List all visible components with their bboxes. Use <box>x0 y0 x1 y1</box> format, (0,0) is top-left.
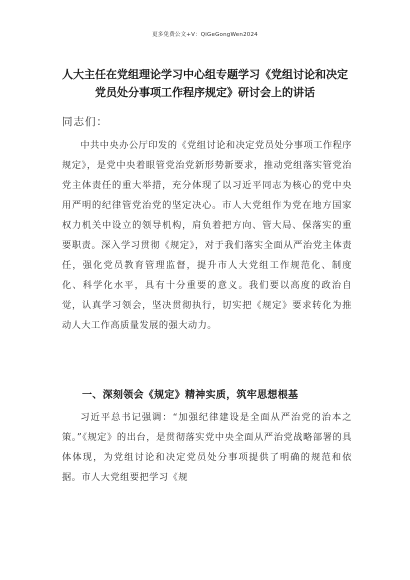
section-paragraph: 习近平总书记强调：“加强纪律建设是全面从严治党的治本之策。”《规定》的出台，是贯彻落实党中央全面从严治党战略部署的具体体现，为党组讨论和决定党员处分事项提供了明确的规范和依据。市人大党组要把学习《规 <box>62 412 352 483</box>
header-note: 更多免费公文+V：QiGeGongWen2024 <box>152 32 258 38</box>
salutation: 同志们： <box>62 116 108 128</box>
body-paragraph: 中共中央办公厅印发的《党组讨论和决定党员处分事项工作程序规定》，是党中央着眼管党治党新形势新要求，推动党组落实管党治党主体责任的重大举措，充分体现了以习近平同志为核心的党中央用严明的纪律管党治党的坚定决心。市人大党组作为党在地方国家权力机关中设立的领导机构，肩负着把方向、管大局、保落实的重要职责。深入学习贯彻《规定》，对于我们落实全面从严治党主体责任，强化党员教育管理监督，提升市人大党组工作规范化、制度化、科学化水平，具有十分重要的意义。我们要以高度的政治自觉，认真学习领会，坚决贯彻执行，切实把《规定》要求转化为推动人大工作高质量发展的强大动力。 <box>62 140 352 331</box>
section-heading: 一、深刻领会《规定》精神实质，筑牢思想根基 <box>82 390 299 401</box>
document-title: 人大主任在党组理论学习中心组专题学习《党组讨论和决定党员处分事项工作程序规定》研讨会上的讲话 <box>62 68 348 99</box>
